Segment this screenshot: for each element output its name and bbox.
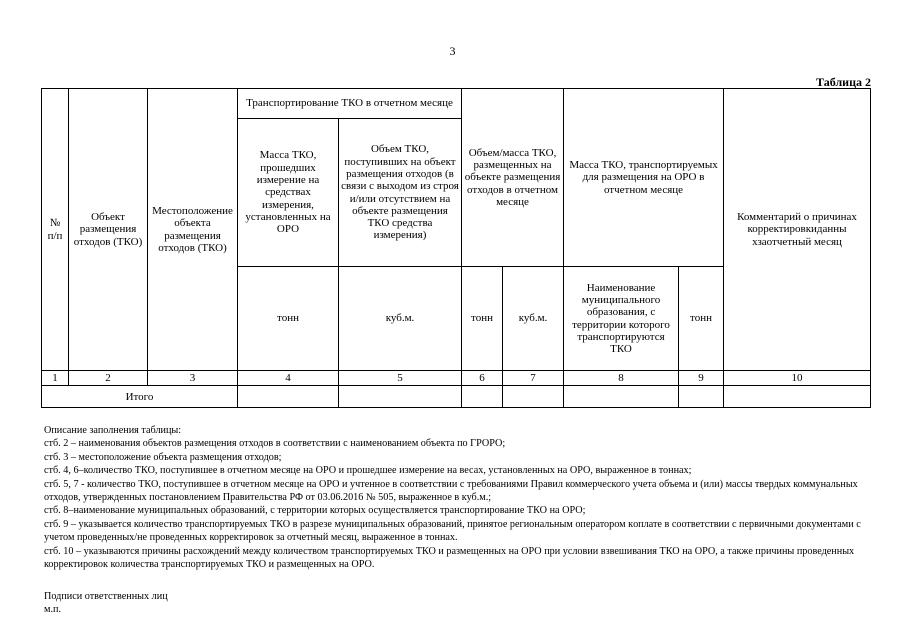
col-number-2: 2 — [69, 371, 148, 386]
description-col-4-6: стб. 4, 6–количество ТКО, поступившее в отчетном месяце на ОРО и прошедшее измерение на весах, установленных на ОРО, выраженное в тоннах; — [44, 465, 692, 477]
total-cell-10 — [724, 386, 871, 408]
header-comment: Комментарий о причинах корректировкиданны хзаотчетный месяц — [724, 89, 871, 371]
unit-col-6: тонн — [462, 267, 503, 371]
unit-col-9: тонн — [679, 267, 724, 371]
description-col-5-7: стб. 5, 7 - количество ТКО, поступившее в отчетном месяце на ОРО и учтенное в соответствии с требованиями Правил коммерческого учета объема и (или) массы твердых коммунальных отходов, утвержденных постановлением Правительства РФ от 03.06.2016 № 505, выраженное в куб.м.; — [44, 478, 858, 504]
col-number-1: 1 — [42, 371, 69, 386]
header-municipality: Наименование муниципального образования, с территории которого транспортируются ТКО — [564, 267, 679, 371]
header-volume-received: Объем ТКО, поступивших на объект размещения отходов (в связи с выходом из строя и/или отсутствием на объекте размещения ТКО средства измерения) — [339, 119, 462, 267]
unit-col-7: куб.м. — [503, 267, 564, 371]
col-number-6: 6 — [462, 371, 503, 386]
header-volume-mass: Объем/масса ТКО, размещенных на объекте размещения отходов в отчетном месяце — [462, 89, 564, 267]
description-title: Описание заполнения таблицы: — [44, 425, 182, 436]
col-number-5: 5 — [339, 371, 462, 386]
col-number-7: 7 — [503, 371, 564, 386]
col-number-4: 4 — [238, 371, 339, 386]
total-row — [42, 386, 871, 408]
report-table — [41, 88, 871, 408]
stamp-label: м.п. — [44, 604, 61, 616]
col-number-3: 3 — [148, 371, 238, 386]
table-caption: Таблица 2 — [816, 75, 871, 89]
total-cell-8 — [564, 386, 679, 408]
unit-col-4: тонн — [238, 267, 339, 371]
total-cell-9 — [679, 386, 724, 408]
description-col-2: стб. 2 – наименования объектов размещения отходов в соответствии с наименованием объекта по ГРОРО; — [44, 438, 506, 450]
total-cell-5 — [339, 386, 462, 408]
total-cell-4 — [238, 386, 339, 408]
description-col-9: стб. 9 – указывается количество транспортируемых ТКО в разрезе муниципальных образований, принятое региональным оператором кoплате в соответствии с первичными документами с учетом проведенных/не проведенных корректировок за отчетный месяц, выраженное в тоннах. — [44, 518, 861, 544]
description-col-3: стб. 3 – местоположение объекта размещения отходов; — [44, 451, 282, 463]
signature-label: Подписи ответственных лиц — [44, 591, 168, 602]
col-number-9: 9 — [679, 371, 724, 386]
page-number: 3 — [449, 44, 456, 58]
signature-block — [44, 590, 168, 617]
total-cell-7 — [503, 386, 564, 408]
col-number-8: 8 — [564, 371, 679, 386]
column-number-row — [42, 371, 871, 386]
header-object: Объект размещения отходов (ТКО) — [69, 89, 148, 371]
col-number-10: 10 — [724, 371, 871, 386]
header-transport: Транспортирование ТКО в отчетном месяце — [238, 89, 462, 119]
description-col-8: стб. 8–наименование муниципальных образований, с территории которых осуществляется транспортирование ТКО на ОРО; — [44, 505, 586, 517]
header-transported-mass: Масса ТКО, транспортируемых для размещения на ОРО в отчетном месяце — [564, 89, 724, 267]
unit-col-5: куб.м. — [339, 267, 462, 371]
total-label: Итого — [42, 386, 238, 408]
header-mass-measured: Масса ТКО, прошедших измерение на средствах измерения, установленных на ОРО — [238, 119, 339, 267]
table-description — [44, 424, 870, 571]
total-cell-6 — [462, 386, 503, 408]
header-number: № п/п — [42, 89, 69, 371]
header-location: Местоположение объекта размещения отходов (ТКО) — [148, 89, 238, 371]
description-col-10: стб. 10 – указываются причины расхождений между количеством транспортируемых ТКО и размещенных на ОРО при условии взвешивания ТКО на ОРО, а также причины проведенных корректировок количества транспортируемых ТКО и размещенных на ОРО. — [44, 545, 855, 571]
